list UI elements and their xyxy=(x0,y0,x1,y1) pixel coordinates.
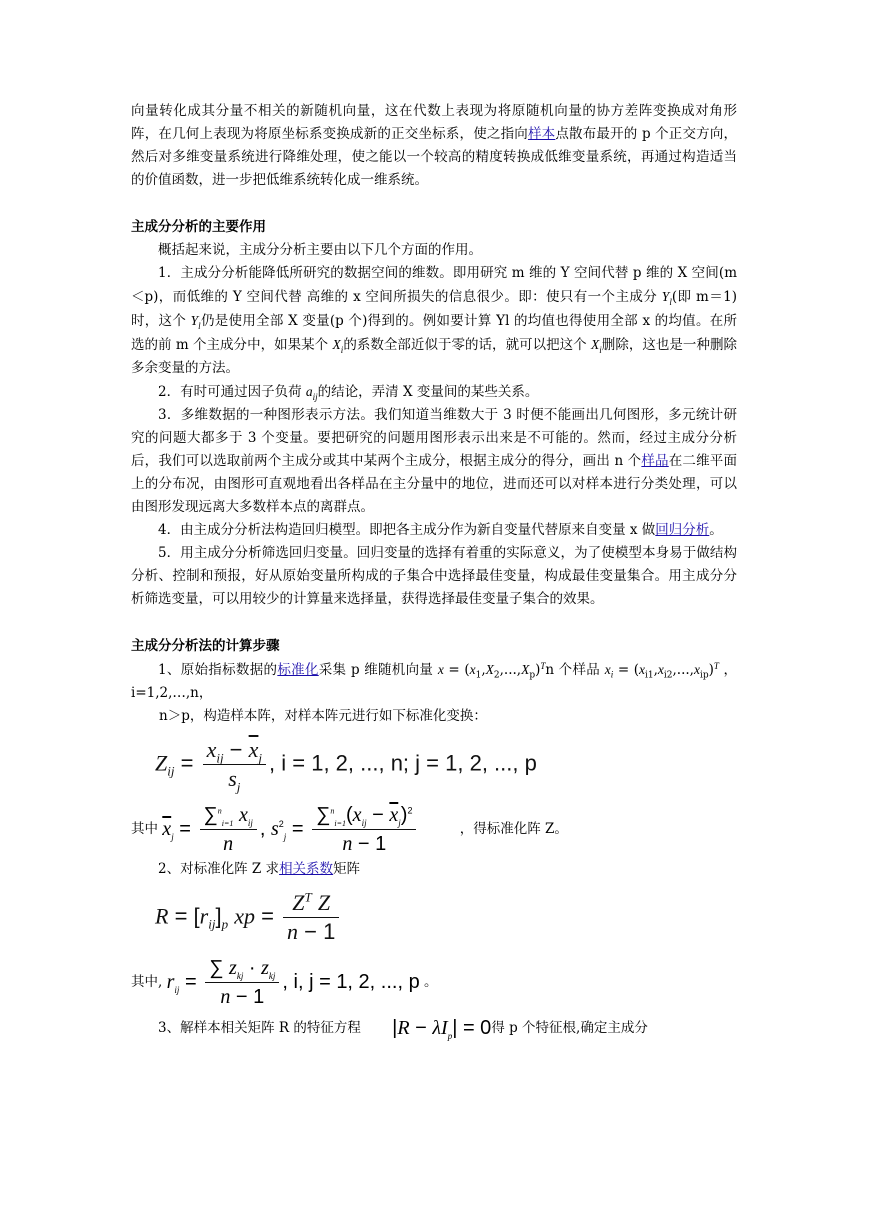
formula-rij-suffix: , i, j = 1, 2, ..., p xyxy=(282,970,420,993)
formula-standardize-suffix: , i = 1, 2, ..., n; j = 1, 2, ..., p xyxy=(269,750,537,776)
var-x-sub: i xyxy=(340,344,344,355)
item4-text-b: 。 xyxy=(709,522,723,538)
step1-text-a: 1、原始指标数据的 xyxy=(158,662,278,678)
item2-text-a: 2．有时可通过因子负荷 xyxy=(158,384,306,400)
var-x: X xyxy=(332,337,341,352)
intro-text-end: 点散布最开的 p 个正交方向，然后对多维变量系统进行降维处理，使之能以一个较高的精度转换成低维变量系统，再通过构造适当的价值函数，进一步把低维系统转化成一维系统。 xyxy=(131,126,738,188)
var-x-2: X xyxy=(591,337,600,352)
item1-text-e: 删除，这也是一种删除多余变量的方法。 xyxy=(131,337,737,376)
function-item-2 xyxy=(131,380,737,404)
var-y-sub-2: l xyxy=(198,320,201,331)
step1-text-b: 采集 p 维随机向量 xyxy=(318,662,438,678)
mean-tail: ，得标准化阵 Z。 xyxy=(459,821,568,837)
var-y: Y xyxy=(661,289,670,304)
intro-text: 向量转化成其分量不相关的新随机向量，这在代数上表现为将原随机向量的协方差阵变换成对角形阵，在几何上表现为将原坐标系变换成新的正交坐标系，使之指向 xyxy=(131,103,737,142)
correlation-coef-line xyxy=(131,954,737,1011)
coef-tail: 。 xyxy=(424,974,438,990)
item1-text-a: 1．主成分分析能降低所研究的数据空间的维数。即用研究 m 维的 Y 空间代替 p 维的 X 空间(m＜p)，而低维的 Y 空间代替 高维的 x 空间所损失的信息很少。即：使只有一个主成分 xyxy=(131,265,737,305)
link-regression[interactable]: 回归分析 xyxy=(655,522,710,538)
step3-text-a: 3、解样本相关矩阵 R 的特征方程 xyxy=(158,1020,361,1036)
section-title-functions: 主成分分析的主要作用 xyxy=(131,219,266,235)
link-standardize[interactable]: 标准化 xyxy=(277,662,319,678)
summary-paragraph: 概括起来说，主成分分析主要由以下几个方面的作用。 xyxy=(158,242,482,258)
formula-characteristic: $|R - \lambda I_p| = 0$ xyxy=(392,1017,492,1041)
step-1-paragraph: 1、原始指标数据的标准化采集 p 维随机向量 $x = (x_1,X_2,...,X_p)^Tn$ 个样品 $x_i = (x_{i1},x_{i2},...,x_{ip})^T$ ，i=1,2,…,n， xyxy=(131,660,738,701)
formula-rij: $r_{ij}$ = $\frac{\sum z_{kj} \cdot z_{kj}}{n - 1}$ , i, j = 1, 2, ..., p xyxy=(167,954,420,1011)
var-y-2: Y xyxy=(190,313,199,328)
step-2-paragraph xyxy=(131,858,737,881)
item2-text-b: 的结论，弄清 X 变量间的某些关系。 xyxy=(317,384,539,400)
link-correlation[interactable]: 相关系数 xyxy=(279,861,334,877)
step1-text-c: n 个样品 xyxy=(545,662,605,678)
item4-text-a: 4．由主成分分析法构造回归模型。即把各主成分作为新自变量代替原来自变量 x 做 xyxy=(158,522,656,538)
var-a-sub: ij xyxy=(312,391,318,402)
section-title-steps: 主成分分析法的计算步骤 xyxy=(131,638,280,654)
var-x-sub-2: i xyxy=(599,344,602,355)
function-item-3 xyxy=(131,404,737,519)
step-3-paragraph xyxy=(131,1017,737,1040)
function-item-5: 5．用主成分分析筛选回归变量。回归变量的选择有着重的实际意义，为了使模型本身易于做结构分析、控制和预报，好从原始变量所构成的子集合中选择最佳变量，构成最佳变量集合。用主成分分析筛选变量，可以用较少的计算量来选择量，获得选择最佳变量子集合的效果。 xyxy=(131,545,737,607)
step2-text-b: 矩阵 xyxy=(333,861,361,877)
link-sample[interactable]: 样本 xyxy=(527,126,556,142)
coef-prefix: 其中, xyxy=(131,974,163,990)
step1-text-d: ，i=1,2,…,n， xyxy=(131,662,738,701)
var-y-sub: l xyxy=(669,296,672,307)
step3-text-b: 得 p 个特征根,确定主成分 xyxy=(491,1020,648,1036)
mean-variance-line xyxy=(131,801,737,858)
formula-correlation-matrix: $R = [r_{ij}]_p$ xp = $\frac{Z^T Z}{n - 1}$ xyxy=(155,889,737,946)
document-page xyxy=(131,100,737,1040)
vector-x: x xyxy=(437,662,444,677)
step2-text-a: 2、对标准化阵 Z 求 xyxy=(158,861,280,877)
item3-text-b: 在二维平面上的分布况，由图形可直观地看出各样品在主分量中的地位，进而还可以对样本进行分类处理，可以由图形发现远离大多数样本点的离群点。 xyxy=(131,453,737,515)
item1-text-b: (即 m＝1)时，这个 xyxy=(131,289,737,329)
item3-text-a: 3．多维数据的一种图形表示方法。我们知道当维数大于 3 时便不能画出几何图形，多元统计研究的问题大都多于 3 个变量。要把研究的问题用图形表示出来是不可能的。然而，经过主成分分析后，我们可以选取前两个主成分或其中某两个主成分，根据主成分的得分，画出 n 个 xyxy=(131,407,737,469)
function-item-1 xyxy=(131,262,737,380)
step-1-continue: n＞p，构造样本阵，对样本阵元进行如下标准化变换： xyxy=(159,708,487,724)
mean-prefix: 其中 xyxy=(131,821,158,837)
link-samples[interactable]: 样品 xyxy=(641,453,669,469)
item1-text-c: 仍是使用全部 X 变量(p 个)得到的。例如要计算 Yl 的均值也得使用全部 x 的均值。在所选的前 m 个主成分中，如果某个 xyxy=(131,313,737,353)
formula-mean-variance: $\overline{x}_j$ = $\frac{\sum^n_{i=1} x_{ij}}{n}$ , $s^2_j$ = $\frac{\sum^n_{i=1}(x_{ij} - \overline{x}_j)^2}{n - 1}$ xyxy=(162,801,419,858)
formula-standardize: $Z_{ij}$ = $\frac{x_{ij} - \overline{x}_j}{s_j}$ , i = 1, 2, ..., n; j = 1, 2, ..., p xyxy=(155,737,537,795)
intro-paragraph xyxy=(131,100,737,192)
var-a: a xyxy=(305,384,313,399)
item1-text-d: 的系数全部近似于零的话，就可以把这个 xyxy=(343,337,592,353)
function-item-4 xyxy=(131,519,737,542)
